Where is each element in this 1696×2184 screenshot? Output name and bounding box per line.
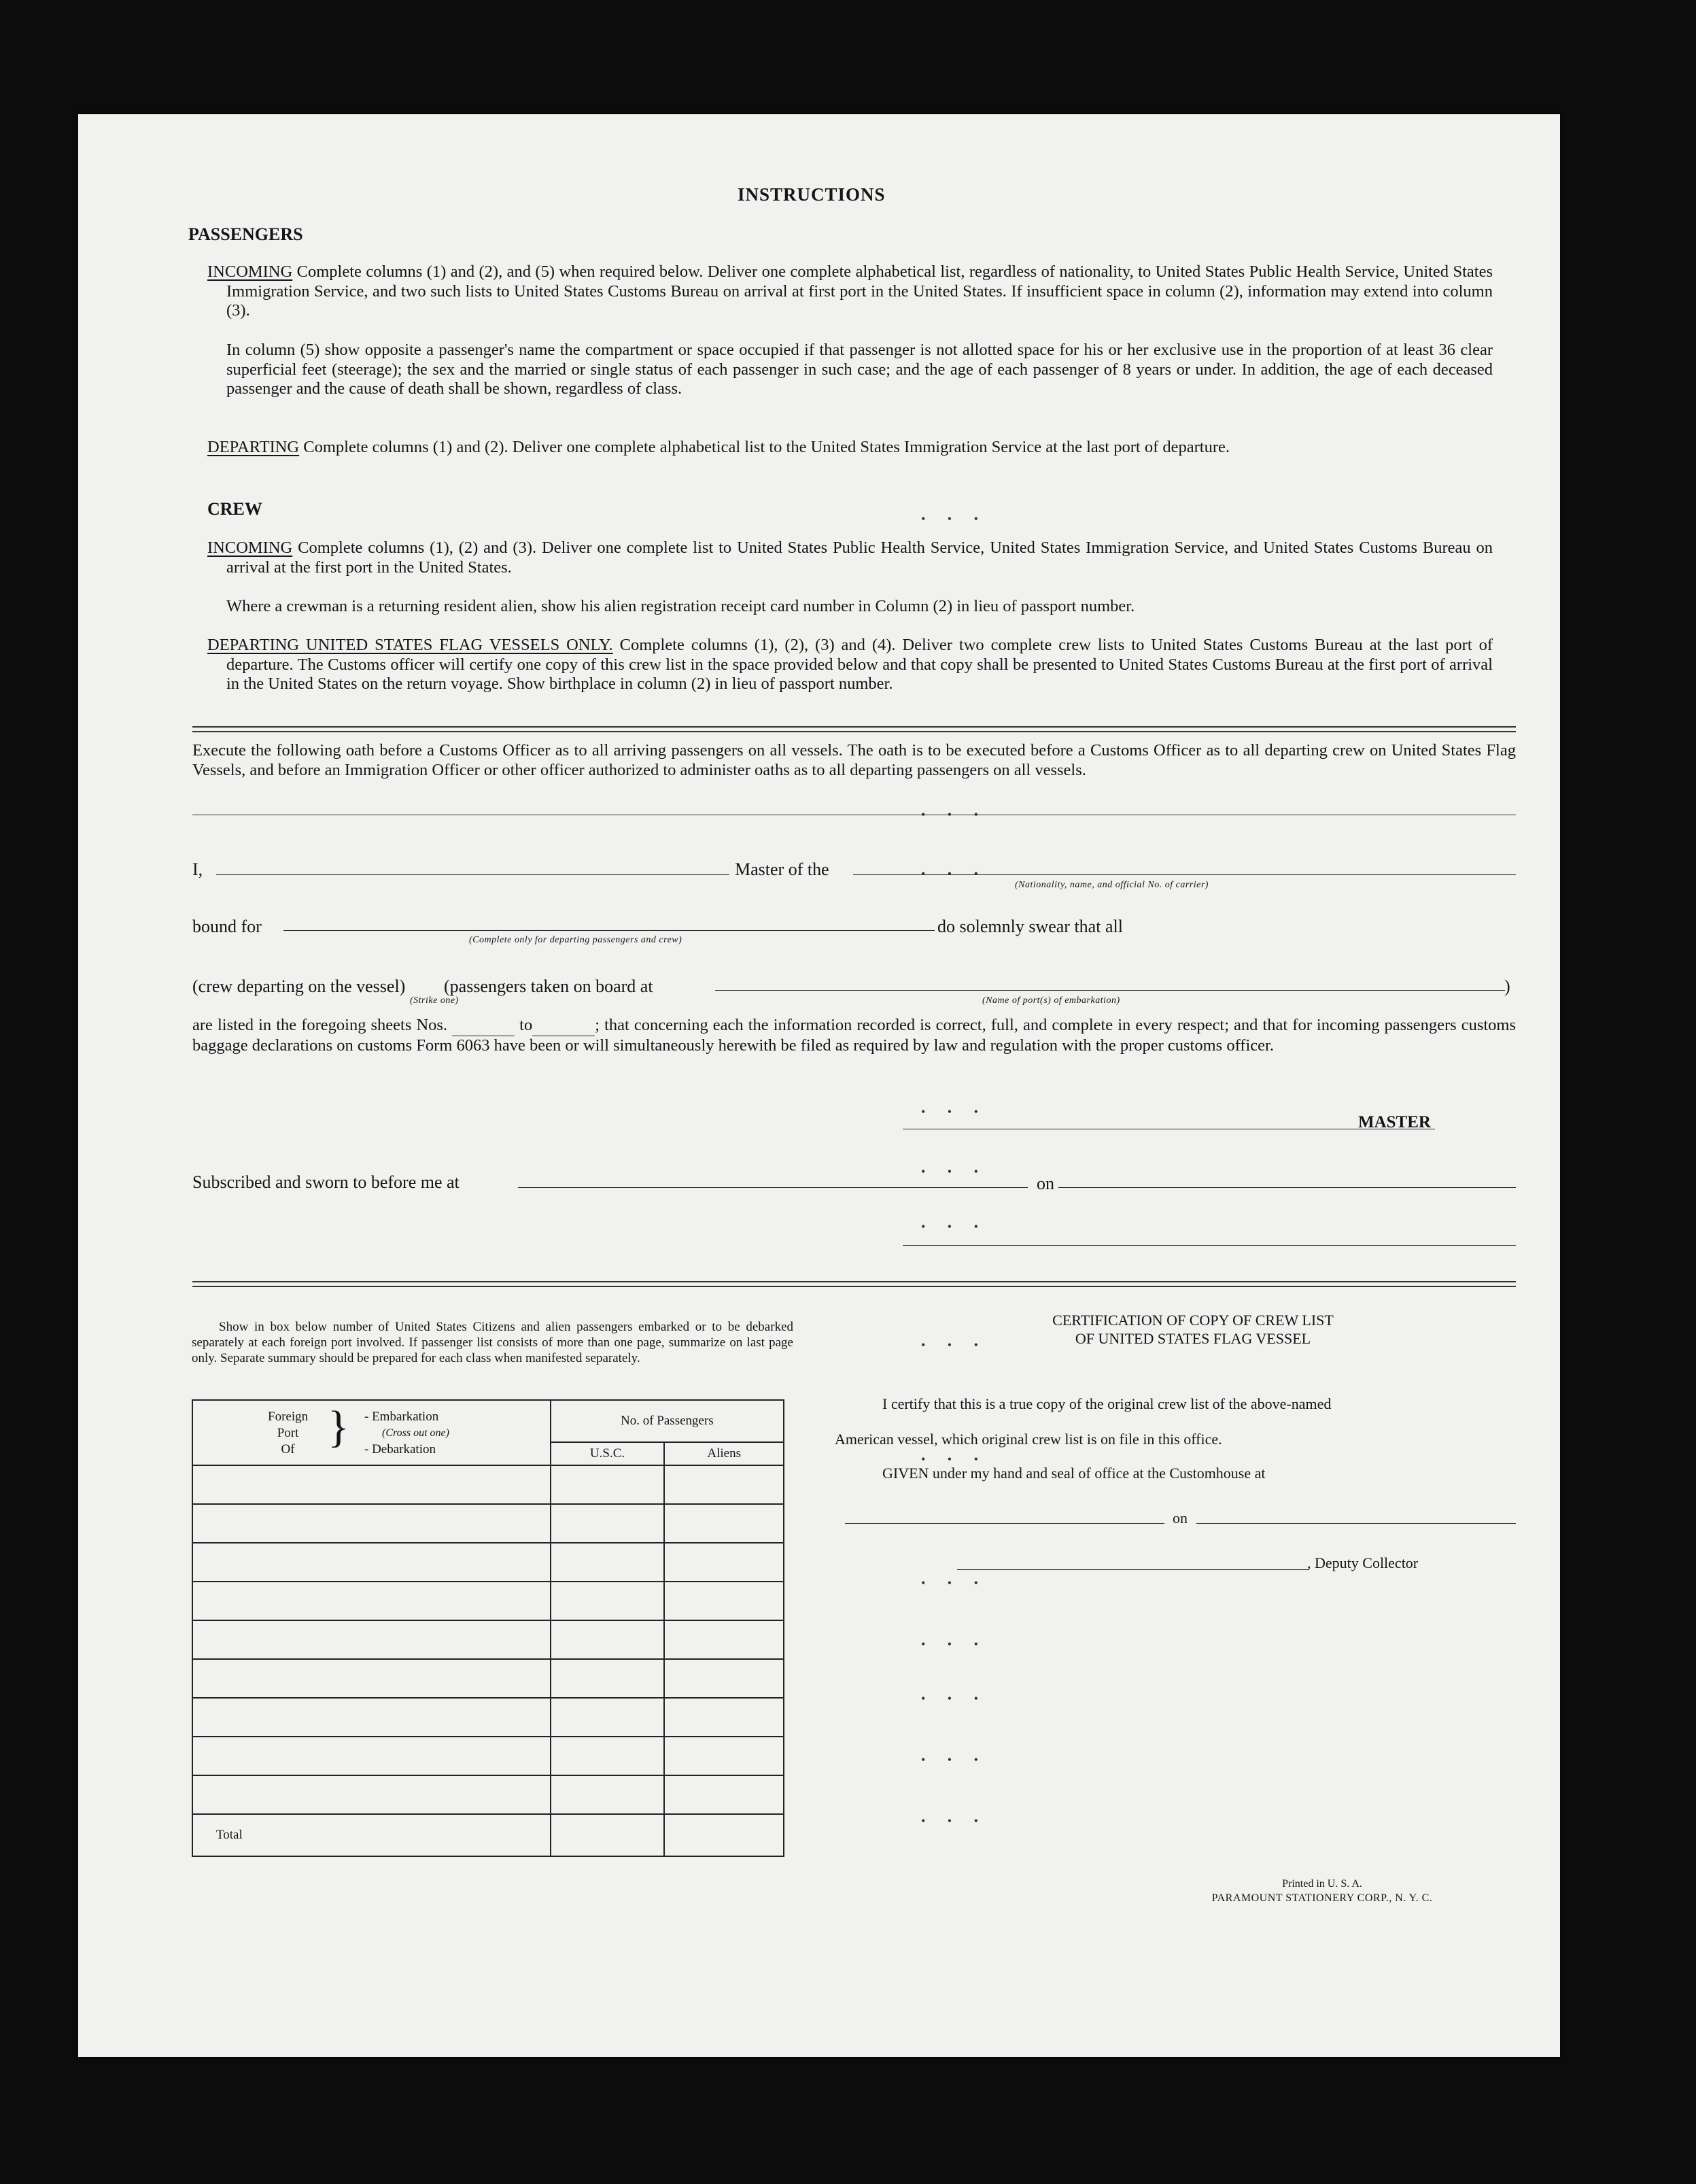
aliens-cell[interactable] — [664, 1698, 784, 1737]
swear-label: do solemnly swear that all — [935, 917, 1126, 937]
certification-on-label: on — [1173, 1509, 1188, 1526]
bound-for-caption: (Complete only for departing passengers and crew) — [469, 935, 682, 945]
printer-line-1: Printed in U. S. A. — [1282, 1878, 1362, 1890]
bleed-dots: • • • — [921, 1105, 988, 1119]
bleed-dots: • • • — [921, 1753, 988, 1767]
usc-cell[interactable] — [551, 1620, 665, 1659]
total-label: Total — [192, 1814, 551, 1856]
aliens-cell[interactable] — [664, 1465, 784, 1504]
deputy-collector-label: , Deputy Collector — [1307, 1554, 1419, 1571]
sheet-to-field[interactable] — [532, 1016, 595, 1036]
sworn-date-field[interactable] — [1058, 1187, 1516, 1188]
usc-cell[interactable] — [551, 1775, 665, 1814]
port-cell[interactable] — [192, 1582, 551, 1620]
crew-incoming-label: INCOMING — [207, 539, 293, 557]
summary-instructions: Show in box below number of United States Citizens and alien passengers embarked or to be debarked separately at each foreign port involved. If passenger list consists of more than one page, summarize on last page only. Separate summary should be prepared for each class when manifested separately. — [192, 1320, 793, 1365]
certification-title-2: OF UNITED STATES FLAG VESSEL — [1075, 1330, 1311, 1347]
aliens-cell[interactable] — [664, 1504, 784, 1543]
certify-line-1: I certify that this is a true copy of the original crew list of the above-named — [882, 1395, 1332, 1412]
listed-text-a: are listed in the foregoing sheets Nos. — [192, 1016, 448, 1034]
officer-signature-field[interactable] — [903, 1245, 1516, 1246]
usc-cell[interactable] — [551, 1465, 665, 1504]
carrier-caption: (Nationality, name, and official No. of carrier) — [1015, 880, 1209, 890]
crew-resident-text: Where a crewman is a returning resident alien, show his alien registration receipt card number in Column (2) in lieu of passport number. — [226, 597, 1135, 615]
usc-cell[interactable] — [551, 1543, 665, 1582]
port-cell[interactable] — [192, 1737, 551, 1775]
master-of-label: Master of the — [729, 859, 835, 880]
deputy-signature-field[interactable] — [957, 1569, 1309, 1570]
i-label: I, — [192, 859, 203, 879]
bound-for-field[interactable] — [283, 930, 963, 931]
port-cell[interactable] — [192, 1698, 551, 1737]
usc-header: U.S.C. — [551, 1442, 665, 1465]
sworn-on-label: on — [1037, 1174, 1054, 1193]
listed-text-b: ; that concerning each the information recorded is correct, full, and complete in every respect; and that for incoming passengers customs baggage declarations on customs Form 6063 have been or will simultaneously herewith be filed as required by law and regulation with the proper customs officer. — [192, 1016, 1517, 1055]
usc-cell[interactable] — [551, 1698, 665, 1737]
port-cell[interactable] — [192, 1775, 551, 1814]
port-cell[interactable] — [192, 1543, 551, 1582]
crew-departing-text: Complete columns (1), (2), (3) and (4). Deliver two complete crew lists to United States Customs Bureau at the last port of departure. The Customs officer will certify one copy of this crew list in the space provided below and that copy shall be presented to United States Customs Bureau at the first port of arrival in the United States on the return voyage. Show birthplace in column (2) in lieu of passport number. — [226, 636, 1493, 693]
certification-title-1: CERTIFICATION OF COPY OF CREW LIST — [1052, 1312, 1334, 1329]
certify-line-2: American vessel, which original crew list is on file in this office. — [835, 1431, 1222, 1448]
crew-incoming-paragraph — [207, 539, 1493, 577]
bleed-dots: • • • — [921, 1165, 988, 1178]
printer-line-2: PARAMOUNT STATIONERY CORP., N. Y. C. — [1211, 1892, 1433, 1904]
section-divider — [192, 726, 1516, 732]
passengers-incoming-paragraph — [207, 262, 1493, 321]
passengers-incoming-label: INCOMING — [207, 262, 293, 281]
page-title: INSTRUCTIONS — [738, 184, 886, 205]
certification-title — [962, 1311, 1424, 1348]
usc-cell[interactable] — [551, 1737, 665, 1775]
embark-debark-options — [364, 1409, 449, 1458]
port-word: Port — [277, 1426, 299, 1440]
aliens-cell[interactable] — [664, 1737, 784, 1775]
passengers-departing-paragraph — [207, 438, 1493, 458]
bound-for-label: bound for — [192, 917, 262, 936]
bleed-dots: • • • — [921, 808, 988, 821]
bleed-dots: • • • — [921, 512, 988, 526]
no-passengers-header: No. of Passengers — [551, 1400, 784, 1442]
crew-incoming-text: Complete columns (1), (2) and (3). Deliver one complete list to United States Public Health Service, United States Immigration Service, and United States Customs Bureau on arrival at the first port in the United States. — [226, 539, 1493, 577]
port-header-cell — [192, 1400, 551, 1465]
passengers-taken-option[interactable]: (passengers taken on board at — [444, 976, 653, 996]
customhouse-field[interactable] — [845, 1523, 1164, 1524]
bleed-dots: • • • — [921, 1814, 988, 1828]
total-aliens-cell[interactable] — [664, 1814, 784, 1856]
aliens-cell[interactable] — [664, 1775, 784, 1814]
port-cell[interactable] — [192, 1465, 551, 1504]
passengers-incoming-text: Complete columns (1) and (2), and (5) when required below. Deliver one complete alphabetical list, regardless of nationality, to United States Public Health Service, United States Immigration Service, and two such lists to United States Customs Bureau on arrival at first port in the United States. If insufficient space in column (2), information may extend into column (3). — [226, 262, 1493, 320]
aliens-header: Aliens — [664, 1442, 784, 1465]
embarkation-ports-field[interactable] — [715, 990, 1505, 991]
cross-out-caption: (Cross out one) — [382, 1427, 449, 1439]
aliens-cell[interactable] — [664, 1659, 784, 1698]
passengers-departing-text: Complete columns (1) and (2). Deliver one complete alphabetical list to the United States Immigration Service at the last port of departure. — [303, 438, 1230, 456]
bleed-dots: • • • — [921, 1220, 988, 1233]
given-line: GIVEN under my hand and seal of office at the Customhouse at — [882, 1465, 1266, 1482]
passenger-summary-table — [192, 1399, 784, 1857]
passengers-departing-label: DEPARTING — [207, 438, 300, 456]
master-name-field[interactable] — [216, 874, 794, 875]
port-cell[interactable] — [192, 1659, 551, 1698]
crew-departing-option[interactable]: (crew departing on the vessel) — [192, 976, 406, 996]
aliens-cell[interactable] — [664, 1582, 784, 1620]
form-page — [78, 114, 1560, 2057]
total-usc-cell[interactable] — [551, 1814, 665, 1856]
foreign-word: Foreign — [268, 1410, 309, 1424]
listed-paragraph — [192, 1016, 1516, 1055]
subscribed-label: Subscribed and sworn to before me at — [192, 1172, 460, 1192]
usc-cell[interactable] — [551, 1582, 665, 1620]
crew-departing-paragraph — [207, 636, 1493, 694]
listed-to-label: to — [519, 1016, 533, 1034]
bleed-dots: • • • — [921, 1576, 988, 1590]
bleed-dots: • • • — [921, 1338, 988, 1352]
foreign-port-of-label — [268, 1409, 308, 1458]
sworn-place-field[interactable] — [518, 1187, 1028, 1188]
of-word: Of — [281, 1442, 295, 1456]
aliens-cell[interactable] — [664, 1543, 784, 1582]
bleed-dots: • • • — [921, 1692, 988, 1705]
bleed-dots: • • • — [921, 867, 988, 881]
usc-cell[interactable] — [551, 1504, 665, 1543]
ports-caption: (Name of port(s) of embarkation) — [982, 995, 1120, 1006]
printer-imprint — [1139, 1877, 1506, 1905]
port-cell[interactable] — [192, 1504, 551, 1543]
passengers-heading: PASSENGERS — [188, 224, 303, 244]
certification-date-field[interactable] — [1196, 1523, 1516, 1524]
embarkation-option[interactable]: - Embarkation — [364, 1410, 439, 1424]
bleed-dots: • • • — [921, 1452, 988, 1466]
usc-cell[interactable] — [551, 1659, 665, 1698]
master-signature-label: MASTER — [1358, 1113, 1431, 1131]
crew-departing-label: DEPARTING UNITED STATES FLAG VESSELS ONLY. — [207, 636, 613, 654]
oath-intro: Execute the following oath before a Customs Officer as to all arriving passengers on all vessels. The oath is to be executed before a Customs Officer as to all departing crew on United States Flag Vessels, and before an Immigration Officer or other officer authorized to administer oaths as to all departing passengers on all vessels. — [192, 741, 1516, 779]
crew-resident-paragraph — [226, 597, 1493, 617]
crew-heading: CREW — [207, 499, 262, 519]
debarkation-option[interactable]: - Debarkation — [364, 1442, 436, 1456]
close-paren: ) — [1504, 976, 1510, 996]
sheet-from-field[interactable] — [452, 1016, 515, 1036]
passengers-column5-paragraph — [226, 341, 1493, 399]
bleed-dots: • • • — [921, 1637, 988, 1651]
section-divider-2 — [192, 1281, 1516, 1287]
aliens-cell[interactable] — [664, 1620, 784, 1659]
strike-one-caption: (Strike one) — [410, 995, 459, 1006]
passengers-column5-text: In column (5) show opposite a passenger's name the compartment or space occupied if that passenger is not allotted space for his or her exclusive use in the proportion of at least 36 clear superficial feet (steerage); the sex and the married or single status of each passenger in such case; and the age of each passenger of 8 years or under. In addition, the age of each deceased passenger and the cause of death shall be shown, regardless of class. — [226, 341, 1493, 398]
brace-icon: } — [328, 1402, 349, 1452]
port-cell[interactable] — [192, 1620, 551, 1659]
